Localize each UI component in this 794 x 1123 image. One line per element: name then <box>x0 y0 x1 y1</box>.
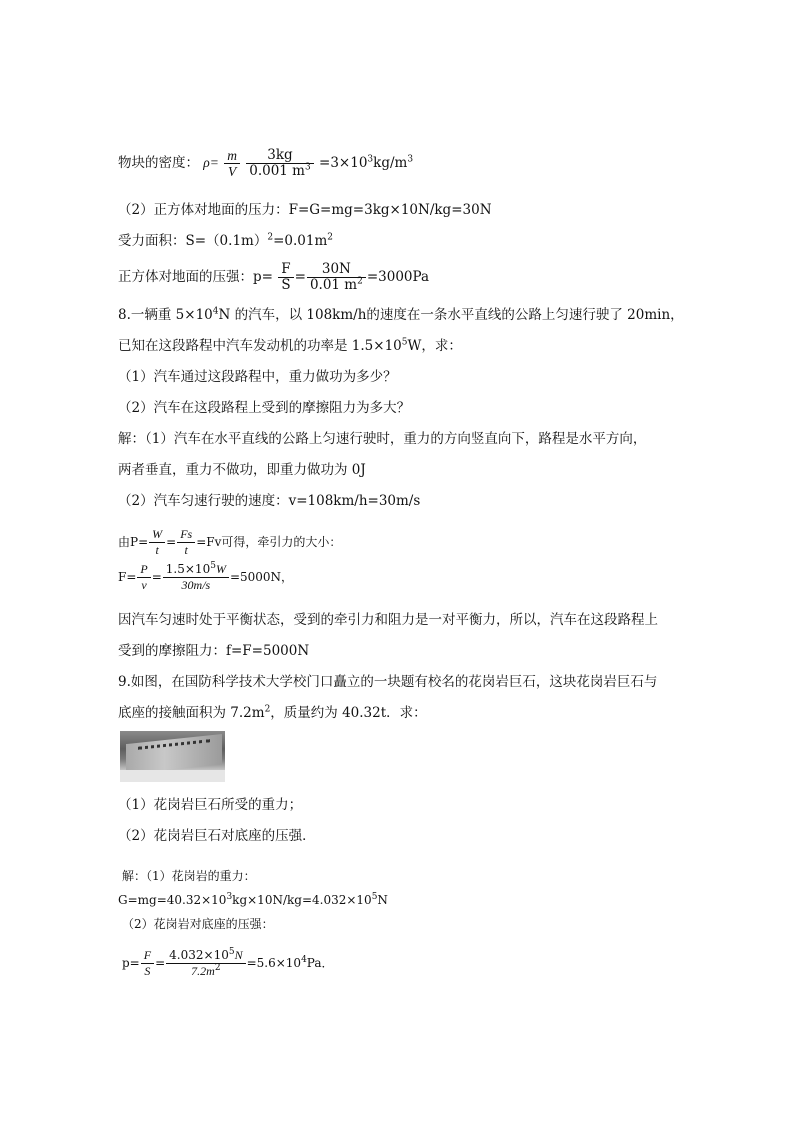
q9-line2: 底座的接触面积为 $7.2m^2$，质量约为 40.32t．求： <box>118 704 427 721</box>
q8-line2: 已知在这段路程中汽车发动机的功率是 $1.5\times 10^5W$，求： <box>118 337 462 354</box>
q9-answer1: 解：（1）花岗岩的重力： <box>122 869 256 883</box>
q9-formula: p= $\frac{F}{S}$ = $\frac{4.032\times 10^5N}{7.2m^2}$ $=5.6\times 10^4Pa$． <box>122 947 334 978</box>
q9-line1: 9.如图，在国防科学技术大学校门口矗立的一块题有校名的花岗岩巨石，这块花岗岩巨石与 <box>118 674 658 690</box>
q9-answer3: （2）花岗岩对底座的压强： <box>122 917 274 931</box>
q8-answer4: 因汽车匀速时处于平衡状态，受到的牵引力和阻力是一对平衡力，所以，汽车在这段路程上 <box>118 612 658 628</box>
q8-answer5: 受到的摩擦阻力：f=F=5000N <box>118 643 310 659</box>
q8-formula2: F= $\frac{P}{v}$ = $\frac{1.5\times 10^5W}{30m/s}$ =5000N， <box>118 561 294 592</box>
pressure-line: 正方体对地面的压强：p= $\frac{F}{S}$ = $\frac{30N}{0.01 m^2}$ =3000Pa <box>118 261 430 293</box>
q8-answer2: 两者垂直，重力不做功，即重力做功为 0J <box>118 462 366 478</box>
q8-formula1: 由P= $\frac{W}{t}$ = $\frac{Fs}{t}$ =Fv可得，牵引力的大小： <box>118 527 342 557</box>
q8-line1: 8.一辆重 $5\times 10^4N$ 的汽车，以 108km/h的速度在一条水平直线的公路上匀速行驶了 20min， <box>118 306 684 323</box>
q8-question1: （1）汽车通过这段路程中，重力做功为多少？ <box>118 369 397 385</box>
pressure-fraction: $\frac{30N}{0.01 m^2}$ <box>307 262 366 293</box>
density-line <box>118 148 413 179</box>
q9-question2: （2）花岗岩巨石对底座的压强． <box>118 828 316 844</box>
rho-symbol: ρ= <box>203 155 219 170</box>
pressure-force-line: （2）正方体对地面的压力：F=G=mg=3kg×10N/kg=30N <box>118 202 492 218</box>
density-result: $=3\times 10^3kg/m^3$ <box>319 154 414 171</box>
q8-answer1: 解：（1）汽车在水平直线的公路上匀速行驶时，重力的方向竖直向下，路程是水平方向， <box>118 431 647 447</box>
f-over-s: $\frac{F}{S}$ <box>278 262 293 293</box>
q8-answer3: （2）汽车匀速行驶的速度：v=108km/h=30m/s <box>118 493 421 509</box>
m-over-v: $\frac{m}{V}$ <box>224 148 240 179</box>
density-label: 物块的密度： <box>118 155 199 171</box>
area-line: 受力面积：$S=(0.1m)^2=0.01m^2$ <box>118 232 333 249</box>
mass-over-volume: $\frac{3kg}{0.001 m^3}$ <box>246 148 313 179</box>
granite-stone-photo <box>120 731 225 782</box>
q9-answer2: $G=mg=40.32\times 10^3kg\times 10N/kg=4.032\times 10^5N$ <box>118 892 388 907</box>
q9-question1: （1）花岗岩巨石所受的重力； <box>118 797 303 813</box>
q8-question2: （2）汽车在这段路程上受到的摩擦阻力为多大？ <box>118 400 411 416</box>
